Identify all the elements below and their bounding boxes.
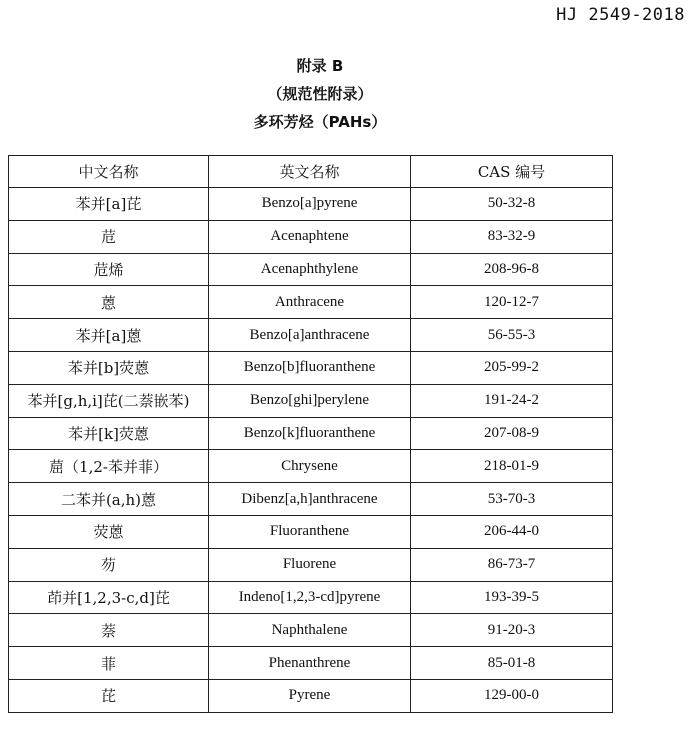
cas-number-cell: 208-96-8 [411,253,613,286]
cas-number-cell: 83-32-9 [411,220,613,253]
cas-number-cell: 85-01-8 [411,647,613,680]
chinese-name-cell: 苯并[g,h,i]芘(二萘嵌苯) [9,384,209,417]
chinese-name-cell: 芴 [9,548,209,581]
table-row [9,253,613,286]
appendix-type: （规范性附录） [267,85,373,103]
table-row [9,417,613,450]
english-name-cell: Anthracene [209,286,411,319]
cas-number-cell: 129-00-0 [411,679,613,712]
chinese-name-cell: 菲 [9,647,209,680]
table-row [9,647,613,680]
chinese-name-cell: 芘 [9,679,209,712]
chinese-name-cell: 荧蒽 [9,515,209,548]
chinese-name-cell: 苯并[b]荧蒽 [9,351,209,384]
table-header-row [9,156,613,188]
english-name-cell: Dibenz[a,h]anthracene [209,483,411,516]
pah-table [8,155,613,713]
english-name-cell: Fluoranthene [209,515,411,548]
chinese-name-cell: 二苯并(a,h)蒽 [9,483,209,516]
header-english-name: 英文名称 [209,156,411,188]
english-name-cell: Benzo[ghi]perylene [209,384,411,417]
header-cas-number: CAS 编号 [411,156,613,188]
table-body [9,188,613,713]
english-name-cell: Acenaphthylene [209,253,411,286]
table-row [9,286,613,319]
table-row [9,515,613,548]
english-name-cell: Chrysene [209,450,411,483]
appendix-name: 多环芳烃（PAHs） [253,113,387,131]
cas-number-cell: 205-99-2 [411,351,613,384]
cas-number-cell: 56-55-3 [411,319,613,352]
table-row [9,450,613,483]
cas-number-cell: 206-44-0 [411,515,613,548]
english-name-cell: Pyrene [209,679,411,712]
table-row [9,483,613,516]
table-row [9,614,613,647]
chinese-name-cell: 䓛（1,2-苯并菲） [9,450,209,483]
table-row [9,188,613,221]
chinese-name-cell: 苊 [9,220,209,253]
cas-number-cell: 91-20-3 [411,614,613,647]
table-row [9,679,613,712]
standard-number: HJ 2549-2018 [556,5,685,25]
english-name-cell: Phenanthrene [209,647,411,680]
chinese-name-cell: 萘 [9,614,209,647]
chinese-name-cell: 苊烯 [9,253,209,286]
cas-number-cell: 193-39-5 [411,581,613,614]
english-name-cell: Benzo[a]anthracene [209,319,411,352]
header-chinese-name: 中文名称 [9,156,209,188]
table-row [9,220,613,253]
english-name-cell: Indeno[1,2,3-cd]pyrene [209,581,411,614]
table-row [9,384,613,417]
english-name-cell: Acenaphtene [209,220,411,253]
chinese-name-cell: 茚并[1,2,3-c,d]芘 [9,581,209,614]
english-name-cell: Naphthalene [209,614,411,647]
cas-number-cell: 50-32-8 [411,188,613,221]
chinese-name-cell: 苯并[a]芘 [9,188,209,221]
cas-number-cell: 53-70-3 [411,483,613,516]
appendix-label: 附录 B [296,57,344,75]
chinese-name-cell: 苯并[a]蒽 [9,319,209,352]
table-row [9,548,613,581]
cas-number-cell: 191-24-2 [411,384,613,417]
english-name-cell: Benzo[k]fluoranthene [209,417,411,450]
english-name-cell: Benzo[a]pyrene [209,188,411,221]
table-row [9,581,613,614]
table-row [9,319,613,352]
english-name-cell: Benzo[b]fluoranthene [209,351,411,384]
appendix-title-block [0,52,640,136]
table-row [9,351,613,384]
cas-number-cell: 218-01-9 [411,450,613,483]
cas-number-cell: 86-73-7 [411,548,613,581]
chinese-name-cell: 苯并[k]荧蒽 [9,417,209,450]
cas-number-cell: 207-08-9 [411,417,613,450]
cas-number-cell: 120-12-7 [411,286,613,319]
chinese-name-cell: 蒽 [9,286,209,319]
english-name-cell: Fluorene [209,548,411,581]
